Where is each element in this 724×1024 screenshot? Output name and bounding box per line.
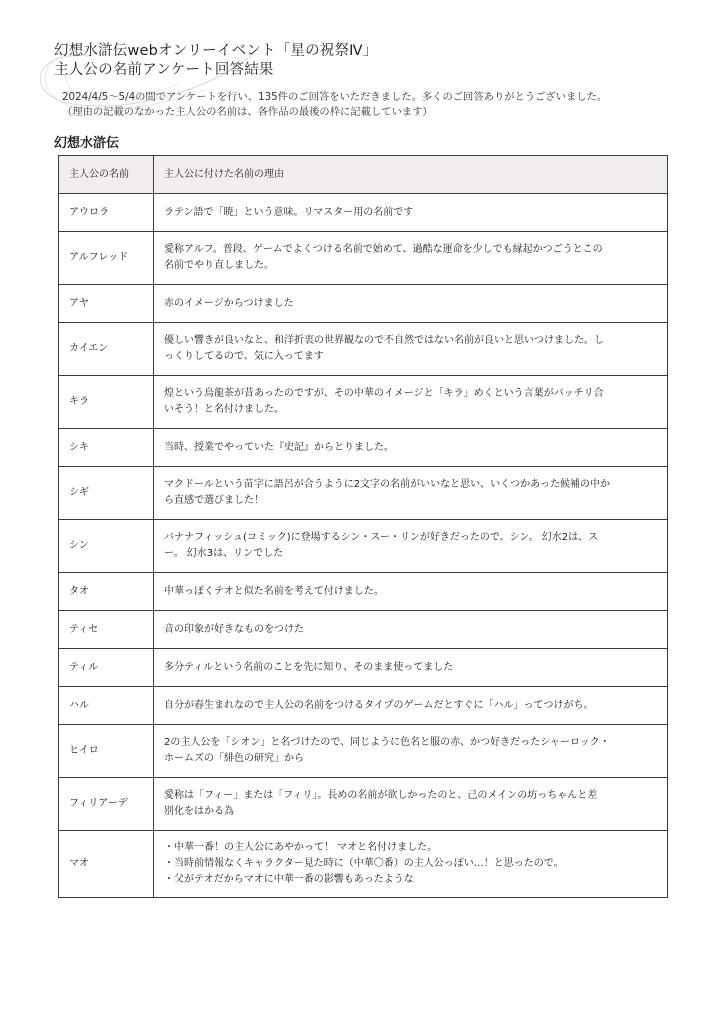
- reason-line: 多分ティルという名前のことを先に知り、そのまま使ってました: [164, 661, 454, 673]
- reason-cell: [154, 778, 668, 831]
- title-block: [54, 42, 694, 80]
- reason-line: 優しい響きが良いなと、和洋折衷の世界観なので不自然ではない名前が良いと思いつけました。し: [164, 335, 604, 346]
- reason-line: 自分が春生まれなので主人公の名前をつけるタイプのゲームだとすぐに「ハル」ってつけがち。: [164, 699, 594, 711]
- reason-line: 別化をはかる為: [164, 806, 234, 817]
- table-row: [59, 376, 668, 429]
- table-body: [59, 194, 668, 898]
- hero-name-cell: ティセ: [59, 611, 154, 649]
- hero-name-cell: アルフレッド: [59, 232, 154, 285]
- table-header-row: [59, 156, 668, 194]
- reason-line: 中華っぽくテオと似た名前を考えて付けました。: [164, 585, 384, 597]
- table-row: [59, 687, 668, 725]
- hero-name-cell: ティル: [59, 649, 154, 687]
- table-row: [59, 285, 668, 323]
- reason-cell: [154, 520, 668, 573]
- table-row: [59, 194, 668, 232]
- reason-line: ラテン語で「暁」という意味。リマスター用の名前です: [164, 206, 414, 218]
- reason-cell: [154, 649, 668, 687]
- table-row: [59, 649, 668, 687]
- reason-cell: [154, 831, 668, 898]
- reason-line: いそう！と名付けました。: [164, 404, 284, 415]
- reason-cell: [154, 687, 668, 725]
- reason-cell: [154, 611, 668, 649]
- reason-line: ・当時前情報なくキャラクター見た時に（中華〇番）の主人公っぽい…！と思ったので。: [164, 858, 564, 869]
- hero-name-cell: キラ: [59, 376, 154, 429]
- table-row: [59, 467, 668, 520]
- page-title-line2: 主人公の名前アンケート回答結果: [54, 62, 274, 78]
- table-row: [59, 831, 668, 898]
- reason-line: 煌という烏龍茶が昔あったのですが、その中華のイメージと「キラ」めくという言葉がバッチリ合: [164, 388, 604, 399]
- table-row: [59, 778, 668, 831]
- reason-cell: [154, 285, 668, 323]
- hero-name-cell: アウロラ: [59, 194, 154, 232]
- hero-name-cell: シキ: [59, 429, 154, 467]
- hero-name-cell: シン: [59, 520, 154, 573]
- page-title-line1: 幻想水滸伝webオンリーイベント「星の祝祭Ⅳ」: [54, 43, 378, 59]
- table-row: [59, 232, 668, 285]
- table-row: [59, 573, 668, 611]
- reason-line: 名前でやり直しました。: [164, 260, 274, 271]
- reason-line: マクドールという苗字に語呂が合うように2文字の名前がいいなと思い、いくつかあった候補の中か: [164, 479, 611, 490]
- section-heading: 幻想水滸伝: [54, 136, 120, 151]
- reason-cell: [154, 429, 668, 467]
- reason-line: 愛称は「フィー」または「フィリ」。長めの名前が欲しかったのと、己のメインの坊っちゃんと差: [164, 790, 598, 801]
- table-row: [59, 429, 668, 467]
- column-header-reason: 主人公に付けた名前の理由: [154, 156, 668, 194]
- reason-cell: [154, 376, 668, 429]
- hero-name-cell: カイエン: [59, 323, 154, 376]
- hero-name-cell: アヤ: [59, 285, 154, 323]
- reason-line: ・父がテオだからマオに中華一番の影響もあったような: [164, 874, 414, 885]
- reason-line: ら直感で選びました！: [164, 495, 264, 506]
- table-row: [59, 323, 668, 376]
- reason-cell: [154, 232, 668, 285]
- reason-line: 当時、授業でやっていた『史記』からとりました。: [164, 441, 394, 453]
- reason-line: 愛称アルフ。普段、ゲームでよくつける名前で始めて、過酷な運命を少しでも縁起かつごうとこの: [164, 244, 603, 255]
- reason-line: 赤のイメージからつけました: [164, 297, 294, 309]
- hero-name-cell: タオ: [59, 573, 154, 611]
- reason-line: ・中華一番！の主人公にあやかって！ マオと名付けました。: [164, 842, 438, 853]
- column-header-name: 主人公の名前: [59, 156, 154, 194]
- hero-name-cell: マオ: [59, 831, 154, 898]
- intro-note-line1: 2024/4/5〜5/4の間でアンケートを行い、135件のご回答をいただきました。多くのご回答ありがとうございました。: [62, 91, 608, 103]
- hero-name-cell: ハル: [59, 687, 154, 725]
- table-row: [59, 520, 668, 573]
- hero-name-cell: ヒイロ: [59, 725, 154, 778]
- reason-cell: [154, 725, 668, 778]
- reason-line: ホームズの「緋色の研究」から: [164, 753, 304, 764]
- name-survey-table: [58, 155, 668, 898]
- reason-line: っくりしてるので、気に入ってます: [164, 351, 324, 362]
- intro-note: [62, 90, 702, 120]
- reason-cell: [154, 467, 668, 520]
- reason-cell: [154, 194, 668, 232]
- reason-line: ー。 幻水3は、リンでした: [164, 548, 284, 559]
- intro-note-line2: （理由の記載のなかった主人公の名前は、各作品の最後の枠に記載しています）: [62, 106, 433, 118]
- hero-name-cell: フィリアーデ: [59, 778, 154, 831]
- hero-name-cell: シギ: [59, 467, 154, 520]
- table-row: [59, 725, 668, 778]
- reason-line: 音の印象が好きなものをつけた: [164, 623, 304, 635]
- reason-cell: [154, 573, 668, 611]
- reason-line: 2の主人公を「シオン」と名づけたので、同じように色名と服の赤、かつ好きだったシャーロック・: [164, 737, 610, 748]
- reason-line: バナナフィッシュ(コミック)に登場するシン・スー・リンが好きだったので、シン。 幻水2は、ス: [164, 532, 599, 543]
- reason-cell: [154, 323, 668, 376]
- table-row: [59, 611, 668, 649]
